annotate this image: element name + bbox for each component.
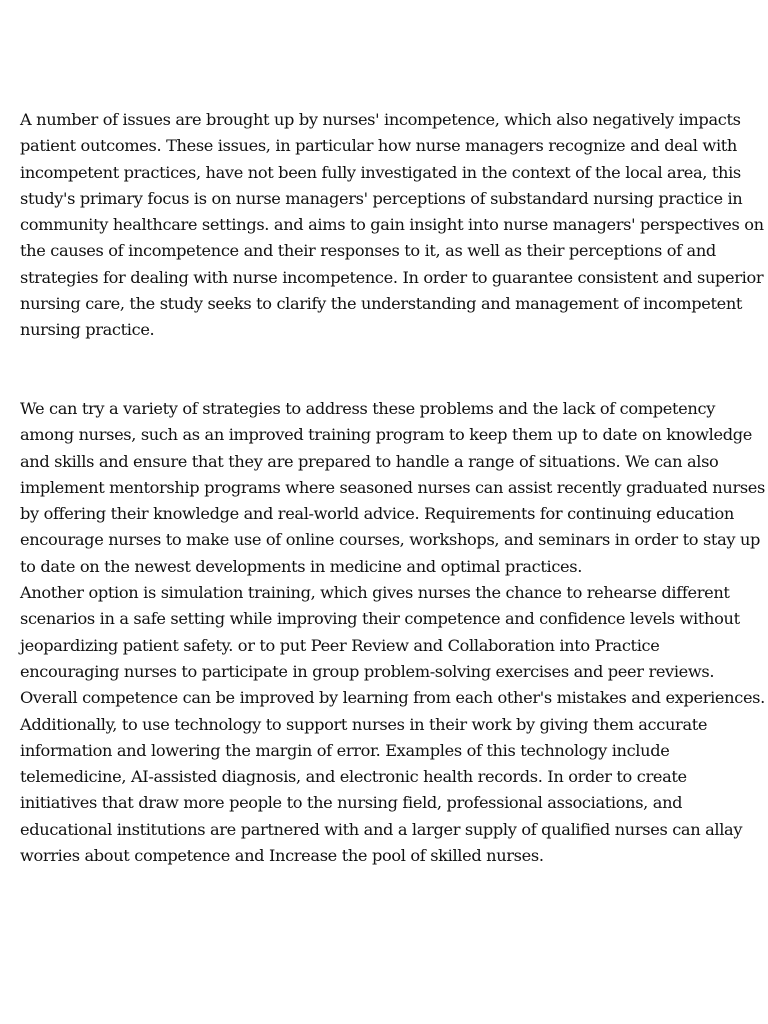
- text-line: A number of issues are brought up by nurses' incompetence, which also negatively impacts: [20, 110, 741, 129]
- text-line: encouraging nurses to participate in group problem-solving exercises and peer reviews.: [20, 661, 715, 681]
- text-line: patient outcomes. These issues, in particular how nurse managers recognize and deal with: [20, 136, 737, 156]
- text-line: information and lowering the margin of error. Examples of this technology include: [20, 740, 670, 760]
- paragraph-incompetence-issues: [20, 107, 764, 344]
- text-line: nursing care, the study seeks to clarify the understanding and management of incompetent: [20, 294, 743, 314]
- text-line: the causes of incompetence and their responses to it, as well as their perceptions of and: [20, 241, 716, 261]
- text-line: telemedicine, AI-assisted diagnosis, and electronic health records. In order to create: [20, 767, 687, 787]
- text-line: nursing practice.: [20, 320, 155, 340]
- text-line: jeopardizing patient safety. or to put Peer Review and Collaboration into Practice: [20, 635, 660, 655]
- text-line: educational institutions are partnered with and a larger supply of qualified nurses can allay: [20, 819, 743, 839]
- text-line: encourage nurses to make use of online courses, workshops, and seminars in order to stay up: [20, 530, 761, 550]
- text-line: worries about competence and Increase the pool of skilled nurses.: [20, 846, 544, 866]
- text-line: implement mentorship programs where seasoned nurses can assist recently graduated nurses: [20, 477, 765, 497]
- text-line: study's primary focus is on nurse managers' perceptions of substandard nursing practice in: [20, 188, 743, 208]
- text-line: by offering their knowledge and real-world advice. Requirements for continuing education: [20, 504, 734, 524]
- text-line: incompetent practices, have not been fully investigated in the context of the local area, this: [20, 162, 741, 182]
- text-line: We can try a variety of strategies to address these problems and the lack of competency: [20, 399, 715, 418]
- paragraph-strategies: [20, 396, 765, 869]
- text-line: community healthcare settings. and aims to gain insight into nurse managers' perspectives on: [20, 215, 764, 235]
- text-line: Additionally, to use technology to support nurses in their work by giving them accurate: [20, 714, 708, 734]
- text-line: Overall competence can be improved by learning from each other's mistakes and experiences.: [20, 688, 765, 708]
- text-line: initiatives that draw more people to the nursing field, professional associations, and: [20, 793, 683, 813]
- text-line: Another option is simulation training, which gives nurses the chance to rehearse different: [20, 583, 730, 603]
- text-line: scenarios in a safe setting while improving their competence and confidence levels without: [20, 609, 740, 629]
- text-line: strategies for dealing with nurse incompetence. In order to guarantee consistent and superior: [20, 267, 764, 287]
- text-line: and skills and ensure that they are prepared to handle a range of situations. We can also: [20, 451, 719, 471]
- text-line: among nurses, such as an improved training program to keep them up to date on knowledge: [20, 425, 752, 445]
- text-line: to date on the newest developments in medicine and optimal practices.: [20, 556, 583, 576]
